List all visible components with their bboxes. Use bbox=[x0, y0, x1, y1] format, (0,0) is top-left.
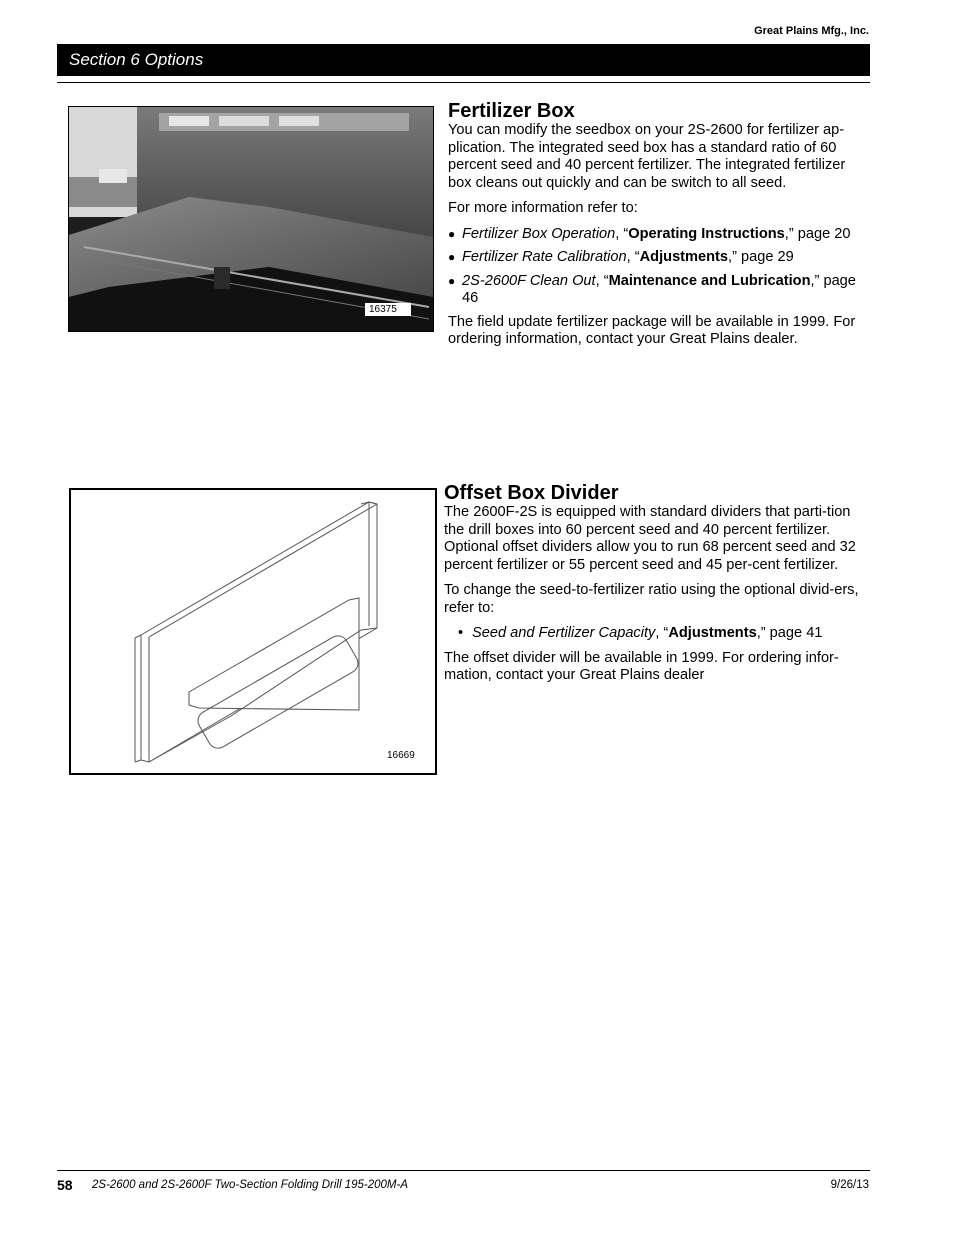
reference-sep: , “ bbox=[595, 272, 609, 289]
revision-date: 9/26/13 bbox=[830, 1179, 869, 1191]
fertilizer-title: Fertilizer Box bbox=[448, 100, 575, 122]
bullet-icon: ● bbox=[448, 226, 456, 241]
divider-refer: To change the seed-to-fertilizer ratio using the optional divid-ers, refer to: bbox=[444, 582, 859, 616]
fertilizer-box-photo bbox=[68, 106, 434, 332]
reference-chapter: Operating Instructions bbox=[628, 225, 785, 242]
reference-item bbox=[448, 273, 864, 308]
bullet-icon: • bbox=[458, 625, 464, 641]
reference-item bbox=[448, 226, 864, 244]
bullet-icon: ● bbox=[448, 250, 456, 264]
reference-topic: Fertilizer Rate Calibration bbox=[462, 249, 627, 265]
divider-section bbox=[444, 482, 862, 693]
divider-intro: The 2600F-2S is equipped with standard dividers that parti-tion the drill boxes into 60 percent seed and 40 percent fertilizer. Optional offset dividers allow you to run 68 percent seed and 32 percent fertilizer or 55 percent seed and 45 per-cent fertilizer. bbox=[444, 504, 856, 573]
reference-chapter: Adjustments bbox=[668, 625, 757, 641]
document-title: 2S-2600 and 2S-2600F Two-Section Folding Drill 195-200M-A bbox=[92, 1179, 408, 1191]
reference-topic: Seed and Fertilizer Capacity bbox=[472, 625, 656, 641]
fertilizer-section bbox=[448, 100, 864, 357]
reference-sep: , “ bbox=[655, 625, 669, 641]
reference-item bbox=[444, 625, 862, 643]
reference-sep: , “ bbox=[626, 249, 640, 265]
reference-page: ,” page 29 bbox=[728, 249, 794, 265]
reference-chapter: Adjustments bbox=[639, 249, 729, 265]
footer-rule bbox=[57, 1170, 870, 1171]
figure-number: 16375 bbox=[365, 303, 411, 316]
bullet-icon: ● bbox=[448, 273, 456, 288]
divider-line-art bbox=[71, 490, 435, 773]
page-number: 58 bbox=[57, 1177, 73, 1193]
reference-topic: 2S-2600F Clean Out bbox=[462, 272, 596, 289]
header-rule bbox=[57, 82, 870, 83]
reference-chapter: Maintenance and Lubrication bbox=[608, 272, 811, 289]
company-name: Great Plains Mfg., Inc. bbox=[754, 25, 869, 37]
reference-page: ,” page 20 bbox=[784, 225, 851, 242]
divider-closing: The offset divider will be available in 1999. For ordering infor-mation, contact your Great Plains dealer bbox=[444, 649, 839, 683]
fertilizer-refer: For more information refer to: bbox=[448, 200, 638, 216]
reference-topic: Fertilizer Box Operation bbox=[462, 225, 616, 242]
reference-item bbox=[448, 249, 864, 267]
fertilizer-photo-art bbox=[69, 107, 433, 331]
section-header: Section 6 Options bbox=[57, 44, 870, 76]
fertilizer-closing: The field update fertilizer package will be available in 1999. For ordering information, contact your Great Plains dealer. bbox=[448, 313, 856, 347]
reference-sep: , “ bbox=[615, 225, 629, 242]
figure-number: 16669 bbox=[383, 749, 419, 762]
fertilizer-intro: You can modify the seedbox on your 2S-2600 for fertilizer ap-plication. The integrated seed box has a standard ratio of 60 percent seed and 40 percent fertilizer. The integrated fertilizer box cleans out quickly and can be switch to all seed. bbox=[448, 122, 846, 191]
reference-page: ,” page 46 bbox=[462, 272, 856, 306]
offset-divider-drawing bbox=[69, 488, 437, 775]
divider-title: Offset Box Divider bbox=[444, 482, 619, 504]
reference-page: ,” page 41 bbox=[756, 625, 823, 641]
